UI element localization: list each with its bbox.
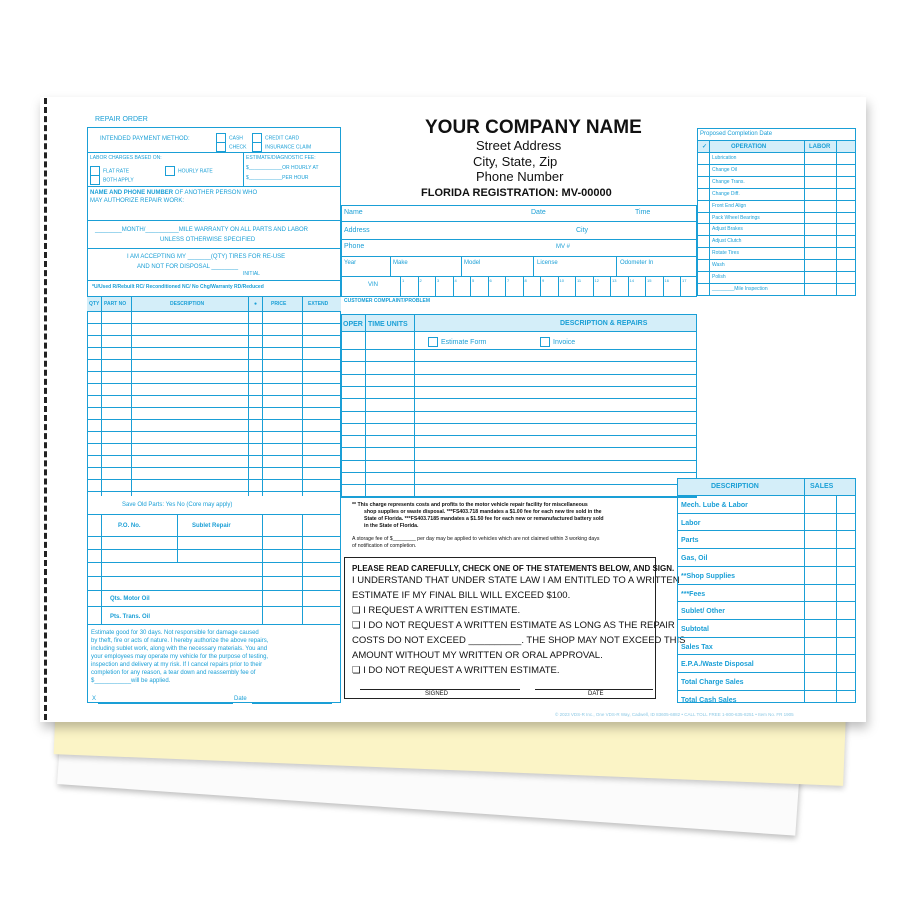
cust-model-label[interactable]: Model: [464, 260, 481, 266]
vin-box-line: [540, 276, 541, 296]
estimate-form-checkbox[interactable]: [428, 337, 438, 347]
cust-name-label[interactable]: Name: [344, 209, 363, 216]
both-apply-checkbox[interactable]: [90, 175, 100, 185]
summary-row-line: [677, 672, 856, 673]
vin-box-line: [645, 276, 646, 296]
vin-box-number: 15: [647, 278, 652, 283]
tires-line1[interactable]: I AM ACCEPTING MY _______(QTY) TIRES FOR RE-USE: [127, 254, 286, 260]
estimate-fee-label: ESTIMATE/DIAGNOSTIC FEE:: [246, 155, 316, 161]
date-label: DATE: [588, 691, 604, 697]
repair-row-line: [341, 423, 697, 424]
sublet-row-line: [87, 549, 341, 550]
parts-row-line: [87, 491, 341, 492]
phone-number: Phone Number: [476, 169, 564, 184]
vin-box-number: 14: [629, 278, 634, 283]
vin-box-number: 10: [559, 278, 564, 283]
vin-box-number: 17: [682, 278, 687, 283]
summary-item[interactable]: Sales Tax: [681, 643, 713, 651]
summary-item[interactable]: Sublet/ Other: [681, 608, 725, 616]
vin-box-number: 9: [542, 278, 545, 283]
col-bullet: ●: [254, 301, 258, 307]
vin-box-number: 11: [577, 278, 582, 283]
summary-row-line: [677, 654, 856, 655]
summary-row-line: [677, 637, 856, 638]
vin-box-line: [680, 276, 681, 296]
operation-item[interactable]: Adjust Brakes: [712, 226, 743, 233]
vin-box-line: [628, 276, 629, 296]
condition-legend: *U/Used R/Rebuilt RC/ Reconditioned NC/ No Chg/Warranty RD/Reduced: [92, 284, 264, 290]
vin-box-number: 2: [419, 278, 422, 283]
cust-phone-label[interactable]: Phone: [344, 243, 365, 250]
operation-row-line: [697, 283, 856, 284]
disclaimer-line: $___________will be applied.: [91, 678, 171, 684]
summary-row-line: [677, 601, 856, 602]
statement-line[interactable]: ❏ I REQUEST A WRITTEN ESTIMATE.: [352, 605, 521, 616]
warranty-line1[interactable]: ________MONTH/__________MILE WARRANTY ON ALL PARTS AND LABOR: [95, 227, 308, 233]
complaint-label[interactable]: CUSTOMER COMPLAINT/PROBLEM: [344, 298, 431, 304]
vin-box-line: [435, 276, 436, 296]
repair-row-line: [341, 447, 697, 448]
customer-info: [341, 205, 697, 297]
pay-insurance-option[interactable]: INSURANCE CLAIM: [252, 142, 311, 152]
operation-item[interactable]: Wash: [712, 262, 725, 269]
parts-row-line: [87, 479, 341, 480]
parts-row-line: [87, 347, 341, 348]
sublet-col-line: [262, 514, 263, 624]
repair-row-line: [341, 398, 697, 399]
operation-item[interactable]: Change Trans.: [712, 178, 745, 185]
operation-header: OPERATION: [731, 144, 767, 150]
operation-row-line: [697, 152, 856, 153]
save-old-parts[interactable]: Save Old Parts: Yes No (Core may apply): [122, 502, 233, 508]
operation-row-line: [697, 164, 856, 165]
pay-check-option[interactable]: CHECK: [216, 142, 247, 152]
operation-row-line: [697, 176, 856, 177]
fee-note-line: ** This charge represents costs and profits to the motor vehicle repair facility for miscellaneous: [352, 502, 588, 508]
cust-address-label[interactable]: Address: [344, 227, 370, 234]
perforation-line: [44, 98, 47, 720]
summary-row-line: [677, 619, 856, 620]
tires-line2[interactable]: AND NOT FOR DISPOSAL ________: [137, 264, 239, 270]
parts-row-line: [87, 383, 341, 384]
summary-row-line: [677, 584, 856, 585]
operation-item[interactable]: Front End Align: [712, 202, 747, 209]
vin-box-number: 3: [437, 278, 440, 283]
vin-bottom-line: [341, 296, 697, 297]
labor-header: LABOR: [809, 144, 831, 150]
authorize-text: NAME AND PHONE NUMBER OF ANOTHER PERSON WHO: [90, 190, 258, 196]
repair-row-line: [341, 374, 697, 375]
desc-repairs-header: DESCRIPTION & REPAIRS: [560, 320, 648, 327]
statement-line[interactable]: I UNDERSTAND THAT UNDER STATE LAW I AM ENTITLED TO A WRITTEN: [352, 575, 680, 586]
repair-row-line: [341, 472, 697, 473]
operation-item[interactable]: ________Mile Inspection: [712, 285, 768, 292]
operation-item[interactable]: Polish: [712, 274, 726, 280]
hourly-rate-option[interactable]: HOURLY RATE: [165, 166, 213, 176]
parts-row-line: [87, 467, 341, 468]
signed-label: SIGNED: [425, 691, 449, 697]
footer-copyright: © 2023 VDS-R Inc., One VDS-R Way, Cadwell, ID 83605-6882 • CALL TOLL FREE 1-800-635-8251 • Item No. FR 1905: [555, 712, 794, 717]
cust-odometer-label[interactable]: Odometer In: [620, 260, 654, 266]
form-title: REPAIR ORDER: [95, 116, 148, 123]
repair-row-line: [341, 497, 697, 498]
vin-box-number: 13: [612, 278, 617, 283]
sublet-col-line: [302, 514, 303, 624]
summary-item[interactable]: ***Fees: [681, 590, 706, 598]
operation-row-line: [697, 200, 856, 201]
statement-line[interactable]: ❏ I DO NOT REQUEST A WRITTEN ESTIMATE.: [352, 665, 560, 676]
invoice-option[interactable]: Invoice: [540, 337, 575, 347]
repair-row-line: [341, 484, 697, 485]
motor-oil-label: Qts. Motor Oil: [110, 596, 150, 602]
summary-row-line: [677, 495, 856, 496]
repair-row-line: [341, 435, 697, 436]
flat-rate-option[interactable]: FLAT RATE: [90, 166, 129, 176]
col-part-no: PART NO: [104, 301, 127, 307]
vin-box-line: [523, 276, 524, 296]
pay-cash-option[interactable]: CASH: [216, 133, 243, 143]
sign-date-label: Date: [234, 696, 247, 702]
street-address: Street Address: [476, 138, 562, 153]
summary-item[interactable]: **Shop Supplies: [681, 572, 736, 580]
operation-row-line: [697, 212, 856, 213]
cust-date-label[interactable]: Date: [531, 209, 546, 216]
disclaimer-line: by theft, fire or acts of nature. I hereby authorize the above repairs,: [91, 638, 269, 644]
fee-note-line: in the State of Florida.: [364, 523, 419, 529]
vin-box-line: [505, 276, 506, 296]
sublet-row-line: [87, 606, 341, 607]
vin-box-line: [418, 276, 419, 296]
hourly-rate-checkbox[interactable]: [165, 166, 175, 176]
summary-row-line: [677, 530, 856, 531]
sales-header: SALES: [810, 483, 834, 490]
disclaimer-line: your employees may operate my vehicle for the purpose of testing,: [91, 654, 269, 660]
parts-row-line: [87, 371, 341, 372]
col-description: DESCRIPTION: [170, 301, 205, 307]
parts-row-line: [87, 455, 341, 456]
tires-initial: INITIAL: [243, 271, 260, 277]
repair-row-line: [341, 349, 697, 350]
statement-line[interactable]: ESTIMATE IF MY FINAL BILL WILL EXCEED $100.: [352, 590, 571, 601]
col-qty: QTY: [89, 301, 100, 307]
cust-city-label[interactable]: City: [576, 227, 589, 234]
cust-make-label[interactable]: Make: [393, 260, 408, 266]
fee-note-line: State of Florida. ***FS403.7185 mandates a $1.50 fee for each new or remanufactured battery sold: [364, 516, 604, 522]
summary-item[interactable]: Total Charge Sales: [681, 679, 744, 686]
parts-row-line: [87, 443, 341, 444]
vin-box-number: 4: [454, 278, 457, 283]
statement-line[interactable]: ❏ I DO NOT REQUEST A WRITTEN ESTIMATE AS LONG AS THE REPAIR: [352, 620, 675, 631]
disclaimer-line: inspection and delivery at my risk. If I cancel repairs prior to their: [91, 662, 263, 668]
repair-row-line: [341, 386, 697, 387]
authorize-line2: MAY AUTHORIZE REPAIR WORK:: [90, 198, 185, 204]
or-hourly-line[interactable]: $____________OR HOURLY AT: [246, 165, 319, 171]
summary-item[interactable]: E.P.A./Waste Disposal: [681, 661, 754, 669]
statement-line[interactable]: AMOUNT WITHOUT MY WRITTEN OR ORAL APPROVAL.: [352, 650, 603, 661]
repair-row-line: [341, 460, 697, 461]
insurance-checkbox[interactable]: [252, 142, 262, 152]
summary-row-line: [677, 690, 856, 691]
parts-row-line: [87, 335, 341, 336]
operation-row-line: [697, 259, 856, 260]
per-hour-line[interactable]: $____________PER HOUR: [246, 175, 309, 181]
operation-row-line: [697, 188, 856, 189]
col-extend: EXTEND: [308, 301, 329, 307]
parts-row-line: [87, 323, 341, 324]
vin-box-number: 5: [472, 278, 475, 283]
vin-box-line: [593, 276, 594, 296]
fee-note-line: shop supplies or waste disposal. ***FS403.718 mandates a $1.00 fee for each new tire sold in the: [364, 509, 602, 515]
disclaimer-line: including sublet work, along with the necessary materials. You and: [91, 646, 268, 652]
summary-row-line: [677, 548, 856, 549]
parts-row-line: [87, 407, 341, 408]
cust-license-label[interactable]: License: [537, 260, 558, 266]
vin-box-line: [488, 276, 489, 296]
vin-box-number: 12: [594, 278, 599, 283]
operation-row-line: [697, 223, 856, 224]
summary-row-line: [677, 513, 856, 514]
sublet-row-line: [87, 590, 341, 591]
operation-item[interactable]: Change Oil: [712, 166, 738, 173]
parts-row-line: [87, 395, 341, 396]
vin-box-line: [453, 276, 454, 296]
summary-item[interactable]: Mech. Lube & Labor: [681, 502, 748, 509]
summary-item[interactable]: Gas, Oil: [681, 555, 708, 563]
sublet-repair-label: Sublet Repair: [192, 523, 231, 529]
company-name: YOUR COMPANY NAME: [425, 117, 642, 138]
vin-box-line: [610, 276, 611, 296]
summary-item[interactable]: Subtotal: [681, 625, 709, 633]
storage-note-line: of notification of completion.: [352, 543, 417, 549]
storage-note-line: A storage fee of $________ per day may be applied to vehicles which are not claimed within 3 working days: [352, 536, 600, 542]
cust-time-label[interactable]: Time: [635, 209, 651, 216]
operation-item[interactable]: Adjust Clutch: [712, 238, 742, 245]
cust-year-label[interactable]: Year: [344, 260, 357, 266]
operation-item[interactable]: Pack Wheel Bearings: [712, 214, 760, 221]
labor-based-label: LABOR CHARGES BASED ON:: [90, 155, 162, 161]
summary-item[interactable]: Labor: [681, 519, 701, 527]
po-no-label: P.O. No.: [118, 523, 141, 529]
oper-header: OPER: [343, 321, 363, 328]
pay-credit-option[interactable]: CREDIT CARD: [252, 133, 299, 143]
estimate-form-option[interactable]: Estimate Form: [428, 337, 487, 347]
sublet-col-line: [177, 514, 178, 562]
summary-row-line: [677, 566, 856, 567]
vin-box-number: 16: [664, 278, 669, 283]
disclaimer-line: Estimate good for 30 days. Not responsible for damage caused: [91, 630, 259, 636]
sign-x: X: [92, 696, 97, 702]
repair-row-line: [341, 361, 697, 362]
trans-oil-label: Pts. Trans. Oil: [110, 614, 151, 620]
proposed-completion[interactable]: Proposed Completion Date: [700, 131, 773, 137]
invoice-checkbox[interactable]: [540, 337, 550, 347]
description-header: DESCRIPTION: [711, 483, 759, 490]
operations-header-bg: [698, 141, 855, 152]
operation-row-line: [697, 247, 856, 248]
check-header: ✓: [702, 144, 708, 150]
cust-mv-label[interactable]: MV #: [556, 244, 571, 250]
time-units-header: TIME UNITS: [368, 321, 408, 328]
operation-row-line: [697, 271, 856, 272]
payment-label: INTENDED PAYMENT METHOD:: [100, 136, 190, 142]
parts-row-line: [87, 311, 341, 312]
parts-row-line: [87, 419, 341, 420]
sublet-row-line: [87, 562, 341, 563]
parts-row-line: [87, 431, 341, 432]
parts-row-line: [87, 359, 341, 360]
operation-row-line: [697, 235, 856, 236]
vin-box-line: [663, 276, 664, 296]
repair-row-line: [341, 411, 697, 412]
vin-label: VIN: [368, 282, 379, 288]
operation-item[interactable]: Rotate Tires: [712, 250, 739, 257]
warranty-line2: UNLESS OTHERWISE SPECIFIED: [160, 237, 256, 243]
vin-box-line: [558, 276, 559, 296]
operation-item[interactable]: Lubrication: [712, 155, 737, 161]
registration: FLORIDA REGISTRATION: MV-00000: [421, 187, 612, 199]
city-state-zip: City, State, Zip: [473, 154, 558, 169]
disclaimer-line: completion for any reason, a tear down and reassembly fee of: [91, 670, 256, 676]
vin-box-line: [470, 276, 471, 296]
operation-item[interactable]: Change Diff.: [712, 190, 740, 197]
repairs-box: [341, 314, 697, 497]
vin-box-number: 1: [402, 278, 405, 283]
vin-box-number: 7: [507, 278, 510, 283]
vin-box-line: [400, 276, 401, 296]
summary-item[interactable]: Total Cash Sales: [681, 696, 737, 704]
check-checkbox[interactable]: [216, 142, 226, 152]
sublet-row-line: [87, 536, 341, 537]
summary-item[interactable]: Parts: [681, 537, 699, 545]
statement-line[interactable]: COSTS DO NOT EXCEED __________. THE SHOP MAY NOT EXCEED THIS: [352, 635, 686, 646]
sublet-col-line: [101, 514, 102, 624]
col-price: PRICE: [271, 301, 287, 307]
vin-box-number: 8: [524, 278, 527, 283]
vin-box-line: [575, 276, 576, 296]
statement-title: PLEASE READ CAREFULLY, CHECK ONE OF THE STATEMENTS BELOW, AND SIGN.: [352, 564, 675, 573]
both-apply-option[interactable]: BOTH APPLY: [90, 175, 134, 185]
sublet-row-line: [87, 576, 341, 577]
vin-box-number: 6: [489, 278, 492, 283]
